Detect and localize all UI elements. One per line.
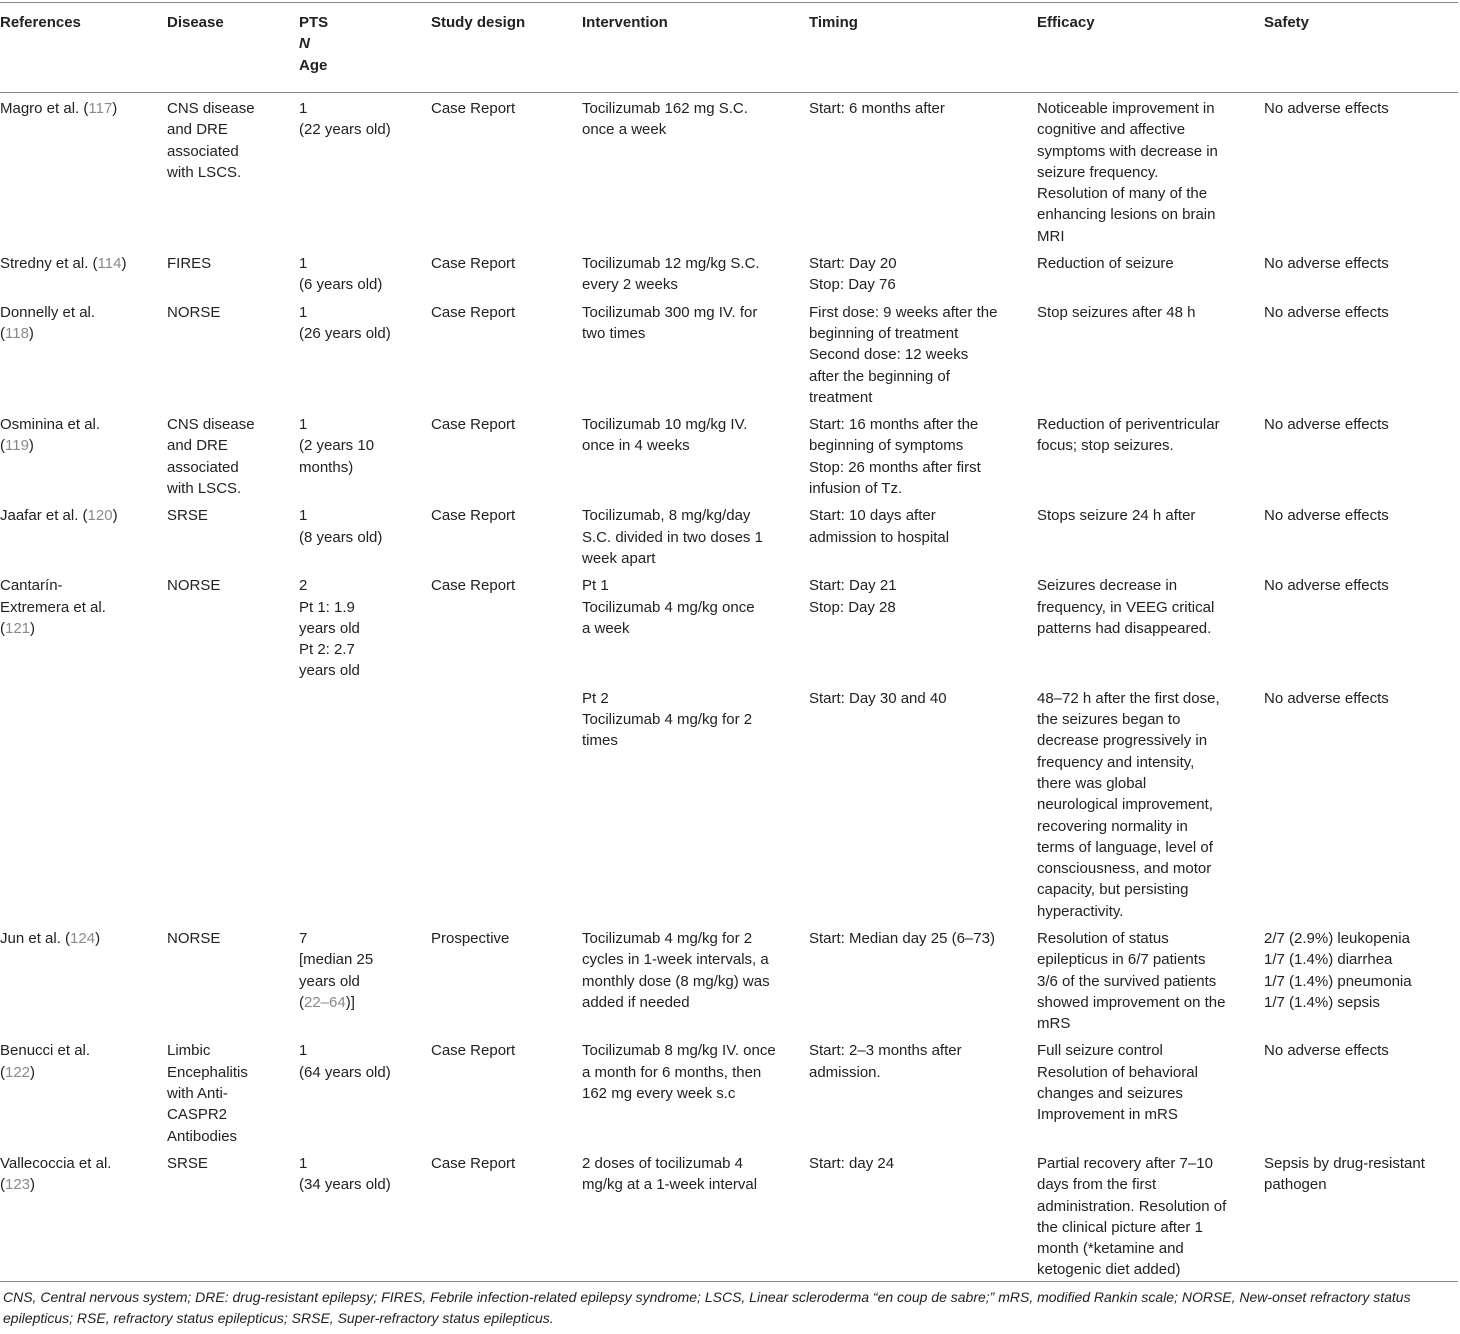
cell-design: Case Report <box>431 507 516 525</box>
cell-reference: Benucci et al. (122) <box>0 1042 91 1081</box>
table-row <box>0 682 1460 922</box>
table-row <box>0 92 1460 247</box>
cell-reference: Vallecoccia et al. (123) <box>0 1154 112 1194</box>
cell-design: Case Report <box>431 1154 516 1172</box>
cell-timing: Start: 16 months after the beginning of symptoms Stop: 26 months after first infusion of Tz. <box>809 416 981 498</box>
cell-safety: No adverse effects <box>1264 100 1389 117</box>
header-intervention: Intervention <box>582 14 668 31</box>
cell-intervention: Tocilizumab, 8 mg/kg/day S.C. divided in two doses 1 week apart <box>582 507 763 567</box>
citation-link[interactable]: 122 <box>5 1063 31 1081</box>
cell-design: Prospective <box>431 929 510 947</box>
citation-link[interactable]: 124 <box>70 929 96 947</box>
citation-link[interactable]: 119 <box>5 437 29 455</box>
citation-link[interactable]: 117 <box>88 100 113 117</box>
table-row <box>0 247 1460 296</box>
cell-pts: 1 (22 years old) <box>299 100 391 139</box>
header-references: References <box>0 14 81 31</box>
citation-link[interactable]: 120 <box>87 507 113 525</box>
cell-timing: Start: Median day 25 (6–73) <box>809 929 995 947</box>
citation-link[interactable]: 118 <box>5 324 29 342</box>
cell-pts: 1 (6 years old) <box>299 255 383 294</box>
cell-intervention: Tocilizumab 12 mg/kg S.C. every 2 weeks <box>582 255 760 294</box>
cell-intervention: Tocilizumab 300 mg IV. for two times <box>582 303 758 342</box>
cell-timing: Start: Day 20 Stop: Day 76 <box>809 255 897 294</box>
cell-disease: SRSE <box>167 1154 208 1172</box>
cell-disease: NORSE <box>167 929 221 947</box>
header-timing: Timing <box>809 14 858 31</box>
cell-disease: NORSE <box>167 577 221 595</box>
cell-intervention: 2 doses of tocilizumab 4 mg/kg at a 1-week interval <box>582 1154 758 1194</box>
cell-pts: 2 Pt 1: 1.9 years old Pt 2: 2.7 years old <box>299 577 360 680</box>
cell-intervention: Pt 1 Tocilizumab 4 mg/kg once a week <box>582 577 755 637</box>
cell-efficacy: Partial recovery after 7–10 days from the first administration. Resolution of the clinical picture after 1 month (*ketamine and ketogenic diet added) <box>1037 1154 1227 1279</box>
cell-safety: 2/7 (2.9%) leukopenia 1/7 (1.4%) diarrhea 1/7 (1.4%) pneumonia 1/7 (1.4%) sepsis <box>1264 929 1412 1011</box>
cell-efficacy: Resolution of status epilepticus in 6/7 patients 3/6 of the survived patients showed improvement on the mRS <box>1037 929 1226 1033</box>
cell-pts: 1 (2 years 10 months) <box>299 416 375 476</box>
cell-pts: 1 (64 years old) <box>299 1042 391 1081</box>
cell-reference: Jaafar et al. (120) <box>0 507 118 525</box>
header-safety: Safety <box>1264 14 1310 31</box>
cell-design-empty <box>431 682 582 922</box>
cell-design: Case Report <box>431 255 516 273</box>
cell-design: Case Report <box>431 1042 516 1060</box>
data-table <box>0 3 1460 1281</box>
cell-efficacy: Stops seizure 24 h after <box>1037 507 1196 525</box>
cell-pts-empty <box>299 682 431 922</box>
cell-timing: Start: 10 days after admission to hospital <box>809 507 950 546</box>
cell-reference: Cantarín-Extremera et al. (121) <box>0 577 106 637</box>
citation-link[interactable]: 22–64 <box>304 993 346 1011</box>
cell-disease: CNS disease and DRE associated with LSCS. <box>167 100 255 181</box>
cell-timing: Start: 2–3 months after admission. <box>809 1042 962 1081</box>
header-pts-n: N <box>299 35 310 53</box>
cell-reference: Osminina et al. (119) <box>0 416 101 455</box>
cell-disease: Limbic Encephalitis with Anti-CASPR2 Antibodies <box>167 1042 248 1145</box>
table-row <box>0 1147 1460 1281</box>
cell-intervention: Pt 2 Tocilizumab 4 mg/kg for 2 times <box>582 689 753 750</box>
header-pts-age: Age <box>299 56 328 74</box>
table-row <box>0 296 1460 408</box>
header-row <box>0 3 1460 92</box>
cell-disease: NORSE <box>167 303 221 321</box>
cell-efficacy: 48–72 h after the first dose, the seizures began to decrease progressively in frequency and intensity, there was global neurological improvement, recovering normality in terms of language, level of consciousness, and motor capacity, but persisting hyperactivity. <box>1037 689 1220 920</box>
cell-safety: No adverse effects <box>1264 577 1389 595</box>
cell-reference: Stredny et al. (114) <box>0 255 127 273</box>
cell-design: Case Report <box>431 100 516 117</box>
cell-reference: Magro et al. (117) <box>0 100 118 117</box>
header-efficacy: Efficacy <box>1037 14 1095 31</box>
cell-efficacy: Reduction of periventricular focus; stop seizures. <box>1037 416 1220 455</box>
cell-design: Case Report <box>431 416 516 434</box>
cell-disease: FIRES <box>167 255 212 273</box>
cell-disease-empty <box>167 682 299 922</box>
cell-timing: Start: Day 30 and 40 <box>809 689 947 707</box>
header-study-design: Study design <box>431 14 526 31</box>
cell-intervention: Tocilizumab 8 mg/kg IV. once a month for 6 months, then 162 mg every week s.c <box>582 1042 776 1103</box>
cell-efficacy: Stop seizures after 48 h <box>1037 303 1196 321</box>
citation-link[interactable]: 123 <box>5 1176 31 1194</box>
cell-pts: 1 (8 years old) <box>299 507 383 546</box>
table-footnote: CNS, Central nervous system; DRE: drug-resistant epilepsy; FIRES, Febrile infection-related epilepsy syndrome; LSCS, Linear scleroderma “en coup de sabre;” mRS, modified Rankin scale; NORSE, New-onset refractory status epilepticus; RSE, refractory status epilepticus; SRSE, Super-refractory status epilepticus. <box>3 1289 1411 1326</box>
cell-design: Case Report <box>431 303 516 321</box>
cell-efficacy: Reduction of seizure <box>1037 255 1174 273</box>
cell-safety: No adverse effects <box>1264 303 1389 321</box>
table-bottom-rule <box>0 1281 1458 1282</box>
table-row <box>0 499 1460 569</box>
cell-intervention: Tocilizumab 162 mg S.C. once a week <box>582 100 748 139</box>
cell-safety: Sepsis by drug-resistant pathogen <box>1264 1154 1425 1194</box>
cell-timing: First dose: 9 weeks after the beginning of treatment Second dose: 12 weeks after the beginning of treatment <box>809 303 998 406</box>
header-disease: Disease <box>167 14 224 31</box>
cell-reference: Donnelly et al. (118) <box>0 303 96 342</box>
citation-link[interactable]: 121 <box>5 619 31 637</box>
cell-efficacy: Seizures decrease in frequency, in VEEG critical patterns had disappeared. <box>1037 577 1215 637</box>
cell-intervention: Tocilizumab 4 mg/kg for 2 cycles in 1-week intervals, a monthly dose (8 mg/kg) was added if needed <box>582 929 770 1011</box>
table-row <box>0 922 1460 1034</box>
cell-pts: 1 (34 years old) <box>299 1154 391 1194</box>
cell-intervention: Tocilizumab 10 mg/kg IV. once in 4 weeks <box>582 416 748 455</box>
cell-design: Case Report <box>431 577 516 595</box>
header-pts-label: PTS <box>299 14 329 31</box>
cell-timing: Start: 6 months after <box>809 100 945 117</box>
cell-efficacy: Noticeable improvement in cognitive and affective symptoms with decrease in seizure frequency. Resolution of many of the enhancing lesions on brain MRI <box>1037 100 1218 245</box>
cell-disease: SRSE <box>167 507 208 525</box>
cell-timing: Start: day 24 <box>809 1154 895 1172</box>
cell-reference: Jun et al. (124) <box>0 929 101 947</box>
table-row <box>0 408 1460 499</box>
cell-safety: No adverse effects <box>1264 1042 1389 1060</box>
header-pts <box>299 3 431 92</box>
table-row <box>0 1034 1460 1146</box>
cell-safety: No adverse effects <box>1264 689 1389 707</box>
cell-reference-empty <box>0 682 167 922</box>
cell-pts: 7 [median 25 years old (22–64)] <box>299 929 374 1011</box>
cell-safety: No adverse effects <box>1264 416 1389 434</box>
cell-pts: 1 (26 years old) <box>299 303 391 342</box>
cell-safety: No adverse effects <box>1264 507 1389 525</box>
cell-safety: No adverse effects <box>1264 255 1389 273</box>
citation-link[interactable]: 114 <box>97 255 122 273</box>
cell-disease: CNS disease and DRE associated with LSCS. <box>167 416 255 498</box>
cell-timing: Start: Day 21 Stop: Day 28 <box>809 577 897 616</box>
table-row <box>0 569 1460 681</box>
cell-efficacy: Full seizure control Resolution of behavioral changes and seizures Improvement in mRS <box>1037 1042 1198 1124</box>
